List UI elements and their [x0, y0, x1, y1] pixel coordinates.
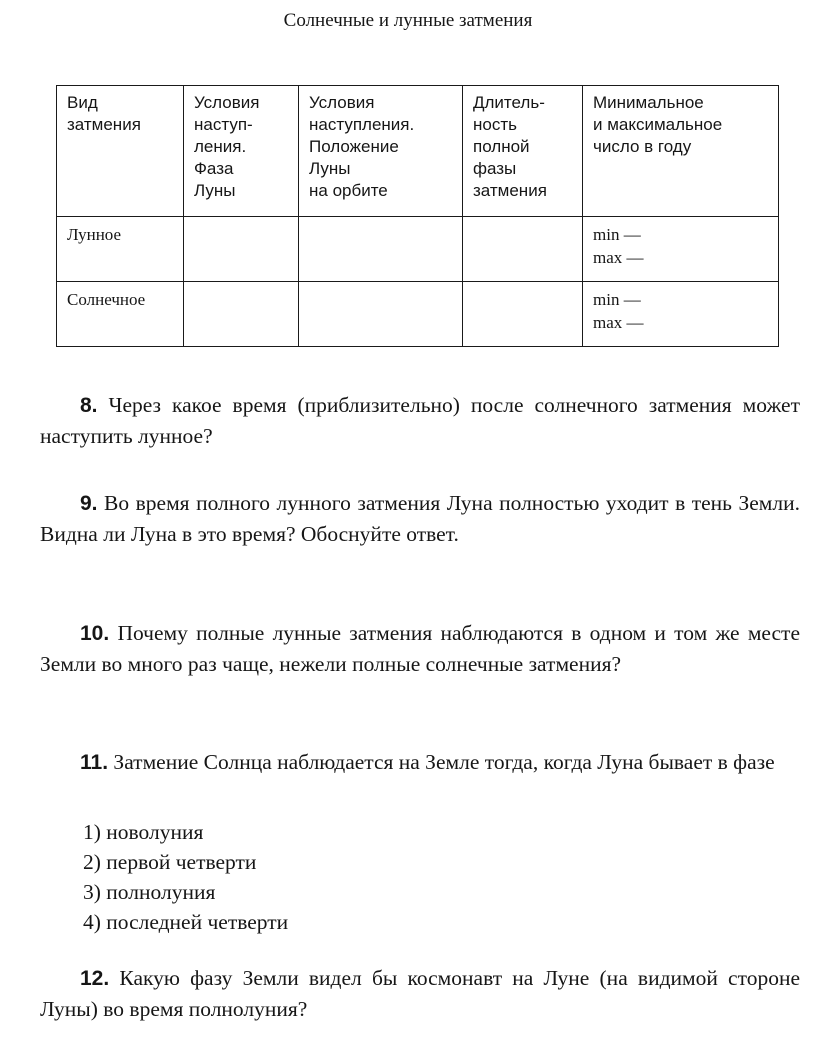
- question-11: [40, 747, 800, 778]
- question-text: Какую фазу Земли видел бы космонавт на Луне (на видимой стороне Луны) во время полнолуния?: [40, 966, 801, 1021]
- answer-option[interactable]: 1) новолуния: [83, 820, 204, 844]
- answer-cell[interactable]: [463, 282, 583, 347]
- row-type-solar: Солнечное: [57, 282, 184, 347]
- question-text: Почему полные лунные затмения наблюдаются в одном и том же месте Земли во много раз чаще, нежели полные солнечные затмения?: [40, 621, 800, 676]
- minmax-cell[interactable]: min — max —: [583, 217, 779, 282]
- row-type-lunar: Лунное: [57, 217, 184, 282]
- page-title: Солнечные и лунные затмения: [283, 10, 533, 31]
- answer-option[interactable]: 3) полнолуния: [83, 880, 216, 904]
- header-min-max: Минимальное и максимальное число в году: [583, 86, 779, 217]
- table-row: [57, 282, 779, 347]
- eclipse-table: [56, 85, 779, 347]
- header-conditions-phase: Условия наступ- ления. Фаза Луны: [184, 86, 299, 217]
- answer-cell[interactable]: [184, 282, 299, 347]
- table-row: [57, 217, 779, 282]
- answer-option[interactable]: 4) последней четверти: [83, 910, 289, 934]
- answer-options: [83, 817, 288, 937]
- question-number: 9.: [80, 492, 98, 515]
- answer-cell[interactable]: [184, 217, 299, 282]
- question-number: 10.: [80, 622, 110, 645]
- header-conditions-orbit: Условия наступления. Положение Луны на орбите: [299, 86, 463, 217]
- question-text: Через какое время (приблизительно) после солнечного затмения может наступить лунное?: [40, 393, 800, 448]
- answer-cell[interactable]: [299, 282, 463, 347]
- question-text: Во время полного лунного затмения Луна полностью уходит в тень Земли. Видна ли Луна в это время? Обоснуйте ответ.: [40, 491, 801, 546]
- header-eclipse-type: Вид затмения: [57, 86, 184, 217]
- answer-option[interactable]: 2) первой четверти: [83, 850, 257, 874]
- table-header-row: [57, 86, 779, 217]
- question-10: [40, 618, 800, 680]
- answer-cell[interactable]: [463, 217, 583, 282]
- header-duration: Длитель- ность полной фазы затмения: [463, 86, 583, 217]
- answer-cell[interactable]: [299, 217, 463, 282]
- question-9: [40, 488, 800, 550]
- question-12: [40, 963, 800, 1025]
- question-number: 8.: [80, 394, 98, 417]
- question-number: 12.: [80, 967, 110, 990]
- question-8: [40, 390, 800, 452]
- minmax-cell[interactable]: min — max —: [583, 282, 779, 347]
- question-text: Затмение Солнца наблюдается на Земле тогда, когда Луна бывает в фазе: [113, 750, 775, 774]
- question-number: 11.: [80, 751, 109, 774]
